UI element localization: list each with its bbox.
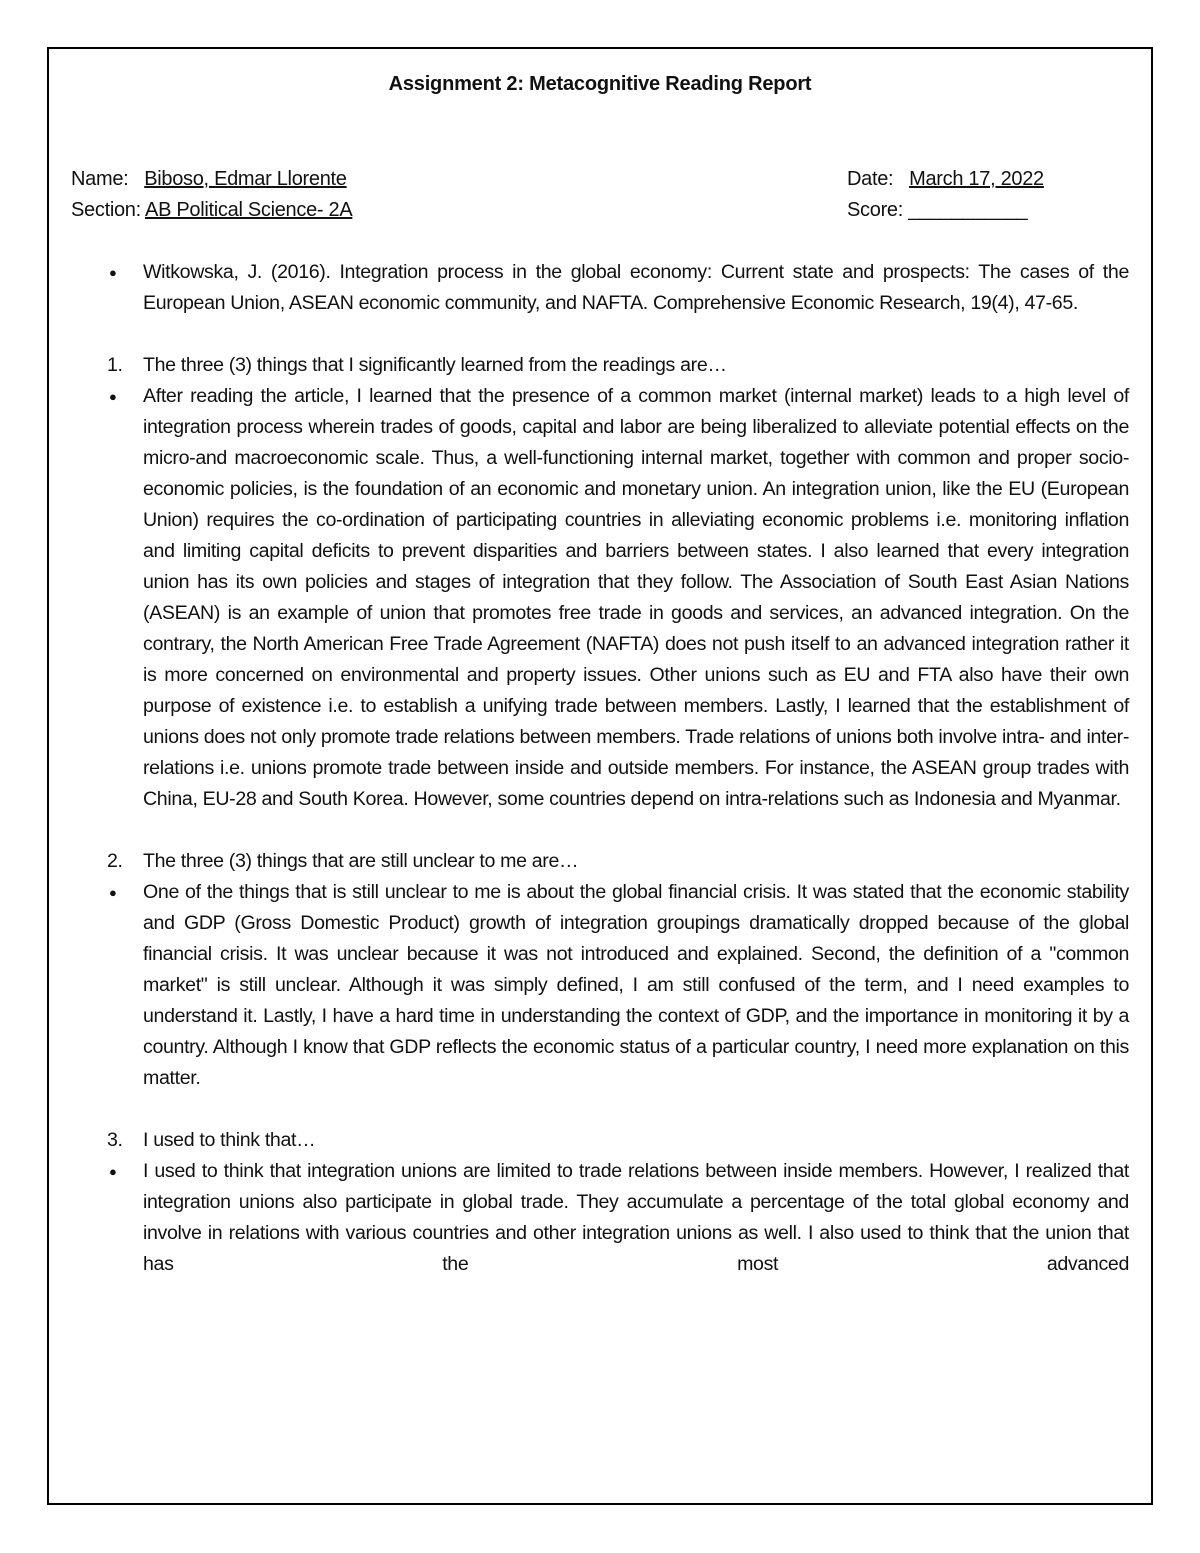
answer-2 <box>71 877 1129 1094</box>
date-value: March 17, 2022 <box>909 168 1044 190</box>
question-prompt: The three (3) things that I significantly learned from the readings are… <box>143 354 727 376</box>
citation-text: Witkowska, J. (2016). Integration process in the global economy: Current state and prospects: The cases of the European Union, ASEAN economic community, and NAFTA. Comprehensive Economic Research, 19(4), 47-65. <box>143 261 1129 314</box>
answer-3 <box>71 1156 1129 1280</box>
question-prompt: I used to think that… <box>143 1129 316 1151</box>
score-line <box>847 195 1044 226</box>
section-value: AB Political Science- 2A <box>145 199 353 221</box>
date-label: Date: <box>847 168 894 190</box>
section-line <box>71 195 352 226</box>
bullet-icon: ● <box>109 265 117 280</box>
name-label: Name: <box>71 168 129 190</box>
question-1 <box>71 350 1129 381</box>
question-prompt: The three (3) things that are still unclear to me are… <box>143 850 579 872</box>
answer-text: I used to think that integration unions are limited to trade relations between inside members. However, I realized that integration unions also participate in global trade. They accumulate a percentage of the total global economy and involve in relations with various countries and other integration unions as well. I also used to think that the union that has the most advanced <box>143 1160 1129 1275</box>
student-info <box>71 164 352 226</box>
answer-text: One of the things that is still unclear to me is about the global financial crisis. It was stated that the economic stability and GDP (Gross Domestic Product) growth of integration groupings dramatically dropped because of the global financial crisis. It was unclear because it was not introduced and explained. Second, the definition of a "common market" is still unclear. Although it was simply defined, I am still confused of the term, and I need examples to understand it. Lastly, I have a hard time in understanding the context of GDP, and the importance in monitoring it by a country. Although I know that GDP reflects the economic status of a particular country, I need more explanation on this matter. <box>143 881 1129 1089</box>
answer-1 <box>71 381 1129 815</box>
name-value: Biboso, Edmar Llorente <box>144 168 347 190</box>
score-value: ___________ <box>908 199 1028 221</box>
answer-text: After reading the article, I learned that the presence of a common market (internal market) leads to a high level of integration process wherein trades of goods, capital and labor are being liberalized to alleviate potential effects on the micro-and macroeconomic scale. Thus, a well-functioning internal market, together with common and proper socio-economic policies, is the foundation of an economic and monetary union. An integration union, like the EU (European Union) requires the co-ordination of participating countries in alleviating economic problems i.e. monitoring inflation and limiting capital deficits to prevent disparities and barriers between states. I also learned that every integration union has its own policies and stages of integration that they follow. The Association of South East Asian Nations (ASEAN) is an example of union that promotes free trade in goods and services, an advanced integration. On the contrary, the North American Free Trade Agreement (NAFTA) does not push itself to an advanced integration rather it is more concerned on environmental and property issues. Other unions such as EU and FTA also have their own purpose of existence i.e. to establish a unifying trade between members. Lastly, I learned that the establishment of unions does not only promote trade relations between members. Trade relations of unions both involve intra- and inter-relations i.e. unions promote trade between inside and outside members. For instance, the ASEAN group trades with China, EU-28 and South Korea. However, some countries depend on intra-relations such as Indonesia and Myanmar. <box>143 385 1129 810</box>
bullet-icon: ● <box>109 1164 117 1179</box>
section-label: Section: <box>71 199 141 221</box>
page-title: Assignment 2: Metacognitive Reading Report <box>388 73 812 95</box>
citation-item <box>71 257 1129 319</box>
question-3 <box>71 1125 1129 1156</box>
name-line <box>71 164 352 195</box>
bullet-icon: ● <box>109 885 117 900</box>
question-2 <box>71 846 1129 877</box>
bullet-icon: ● <box>109 389 117 404</box>
report-body <box>71 257 1129 1280</box>
score-label: Score: <box>847 199 904 221</box>
date-score <box>847 164 1044 226</box>
question-number: 2. <box>107 850 123 872</box>
page-frame <box>47 47 1153 1505</box>
question-number: 3. <box>107 1129 123 1151</box>
date-line <box>847 164 1044 195</box>
question-number: 1. <box>107 354 123 376</box>
